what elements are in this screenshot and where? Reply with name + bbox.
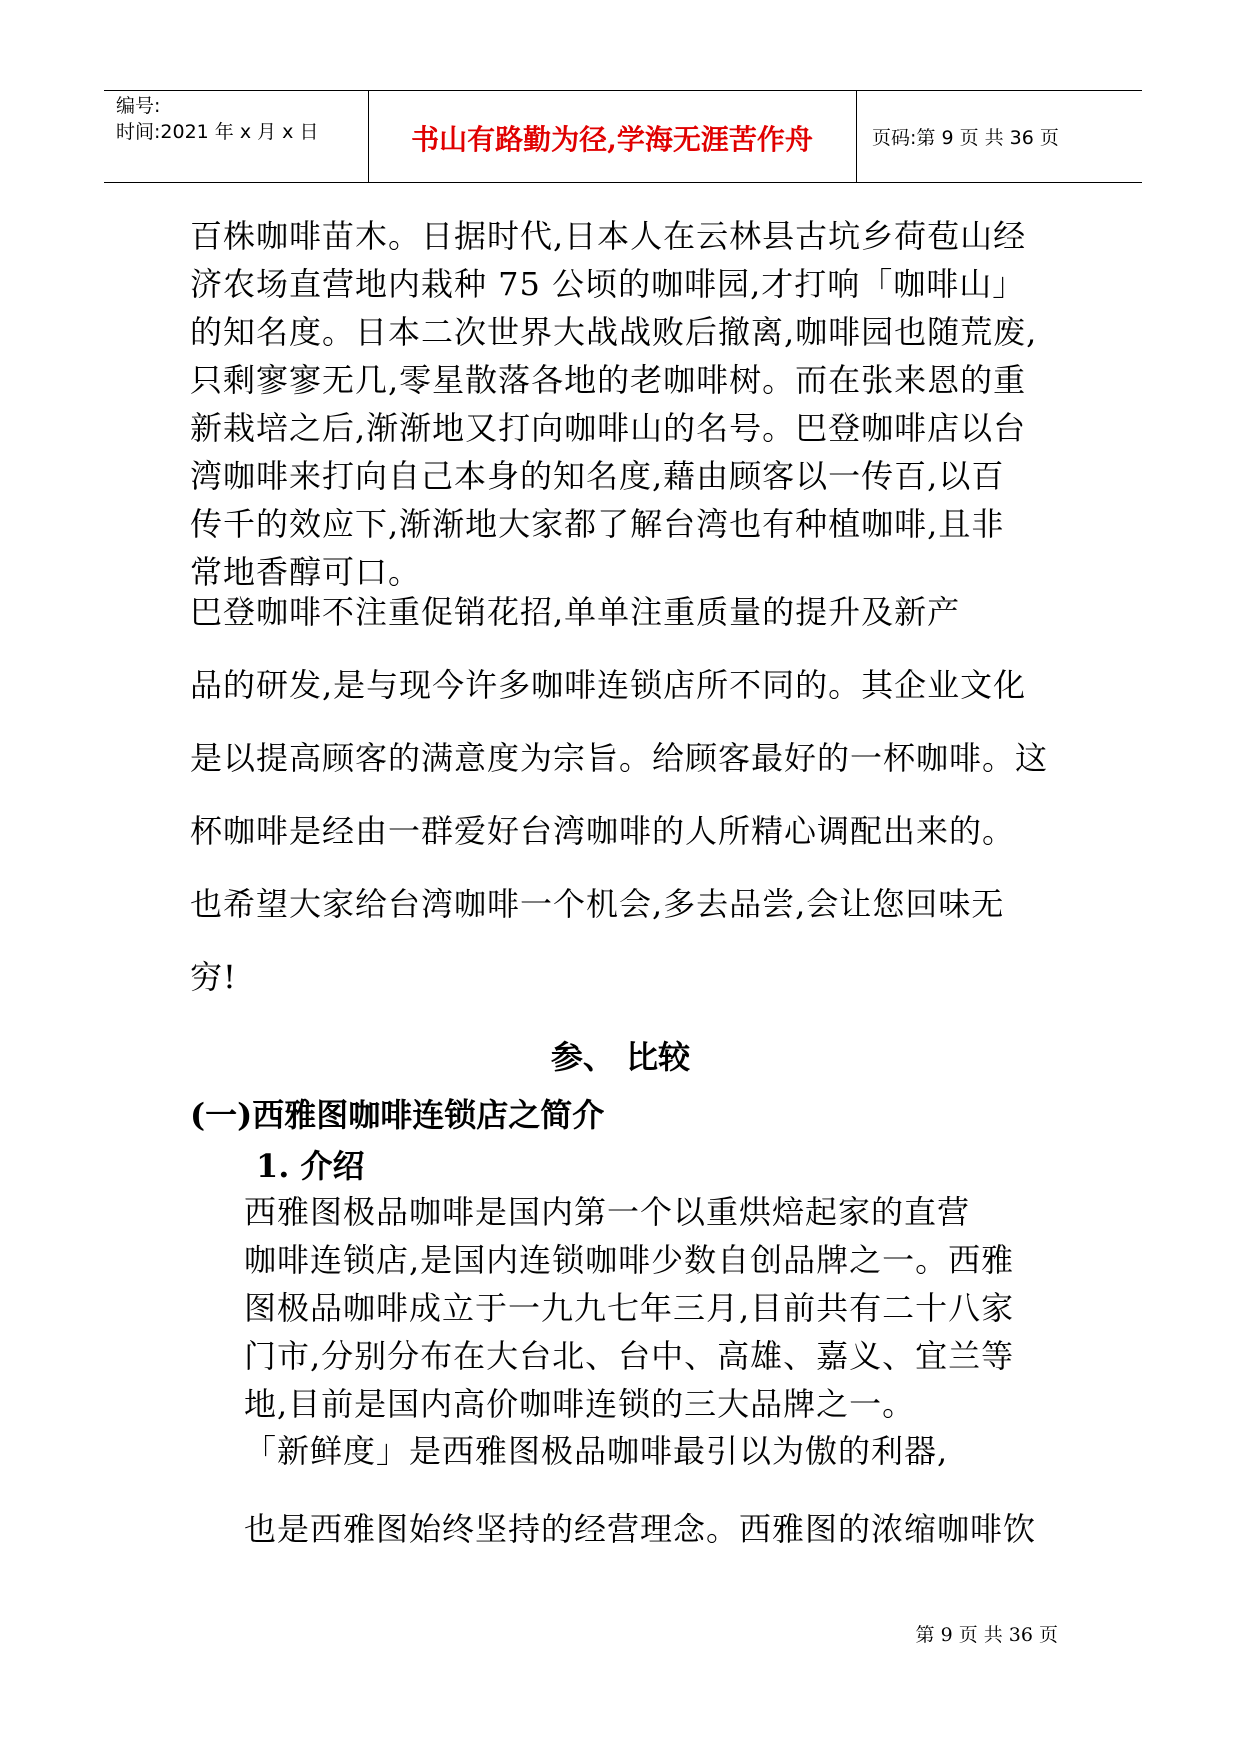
body-paragraph-4: 「新鲜度」是西雅图极品咖啡最引以为傲的利器, 也是西雅图始终坚持的经营理念。西雅图的浓缩咖啡饮: [244, 1432, 1037, 1548]
number-label: 编号:: [116, 95, 161, 117]
section-heading: 参、 比较: [550, 1038, 691, 1076]
time-label: 时间:2021 年 x 月 x 日: [116, 121, 319, 143]
page-code: 页码:第 9 页 共 36 页: [872, 127, 1059, 149]
body-paragraph-2: 巴登咖啡不注重促销花招,单单注重质量的提升及新产 品的研发,是与现今许多咖啡连锁店所不同的。其企业文化 是以提高顾客的满意度为宗旨。给顾客最好的一杯咖啡。这 杯咖啡是经由一群爱好台湾咖啡的人所精心调配出来的。 也希望大家给台湾咖啡一个机会,多去品尝,会让您回味无 穷!: [190, 593, 1049, 996]
item-heading: 1. 介绍: [256, 1147, 365, 1185]
body-paragraph-1: 百株咖啡苗木。日据时代,日本人在云林县古坑乡荷苞山经 济农场直营地内栽种 75 公顷的咖啡园,才打响「咖啡山」 的知名度。日本二次世界大战战败后撤离,咖啡园也随荒废, 只剩寥寥无几,零星散落各地的老咖啡树。而在张来恩的重 新栽培之后,渐渐地又打向咖啡山的名号。巴登咖啡店以台 湾咖啡来打向自己本身的知名度,藉由顾客以一传百,以百 传千的效应下,渐渐地大家都了解台湾也有种植咖啡,且非 常地香醇可口。: [190, 217, 1038, 591]
header-motto: 书山有路勤为径,学海无涯苦作舟: [411, 123, 813, 156]
subsection-heading: (一)西雅图咖啡连锁店之简介: [190, 1096, 605, 1134]
footer-page-indicator: 第 9 页 共 36 页: [915, 1624, 1058, 1646]
header-divider-right: [856, 91, 857, 182]
header-top-rule: [104, 90, 1142, 91]
header-bottom-rule: [104, 182, 1142, 183]
body-paragraph-3: 西雅图极品咖啡是国内第一个以重烘焙起家的直营 咖啡连锁店,是国内连锁咖啡少数自创品牌之一。西雅 图极品咖啡成立于一九九七年三月,目前共有二十八家 门市,分别分布在大台北、台中、高雄、嘉义、宜兰等 地,目前是国内高价咖啡连锁的三大品牌之一。: [244, 1193, 1015, 1423]
